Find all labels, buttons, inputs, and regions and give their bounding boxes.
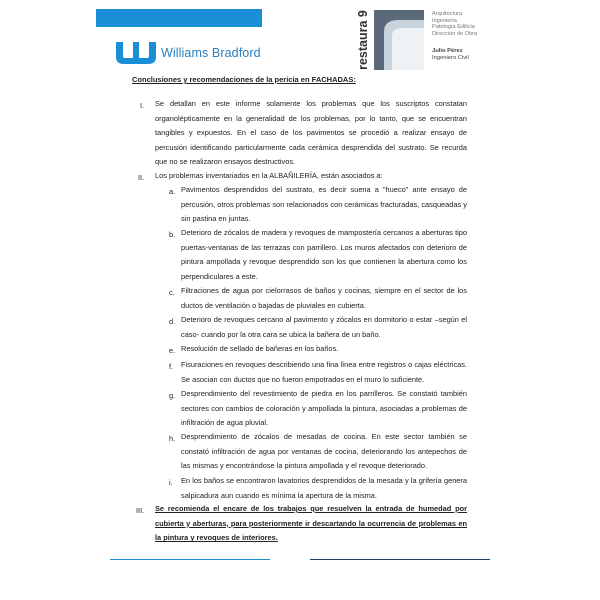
section-paragraph: Se detallan en este informe solamente los problemas que los suscriptos constatan organolépticamente en la generalidad de los problemas, por lo tanto, que se encuentran tangibles y expuestos. En el caso de los pavimentos se procedió a realizar ensayo de percusión identificando particularmente cada cerámica desprendida del sustrato. Se recurda que no se realizaron ensayos destructivos.	[155, 99, 467, 167]
list-item-text: Desprendimiento del revestimiento de piedra en los parrilleros. Se constató también sectores con cambios de coloración y ampollada la pintura, asociadas a problemas de infiltración de agua pluvial.	[181, 389, 467, 428]
list-item-letter: e.	[169, 346, 176, 355]
list-item-text: Fisuraciones en revoques describiendo una fina línea entre registros o cajas eléctricas. Se asocian con ductos que no fueron empotrados en el muro lo suficiente.	[181, 360, 467, 384]
list-item-text: Deterioro de zócalos de madera y revoques de mampostería cercanos a aberturas tipo puertas-ventanas de las terrazas con parrillero. Los muros afectados con deterioro de pintura ampollada y revoque desprendido son los que contienen la abertura como los perpendiculares a este.	[181, 228, 467, 281]
section-numeral: I.	[140, 101, 145, 110]
engineer-title: Ingeniero Civil	[432, 55, 469, 61]
studio-line: Patología Edilicia	[432, 24, 475, 31]
company-name: Williams Bradford	[161, 46, 261, 60]
section-paragraph: Los problemas inventariados en la ALBAÑILERÍA, están asociados a:	[155, 171, 383, 180]
engineer-name: Julio Pérez	[432, 48, 463, 54]
studio-line: Ingeniería	[432, 17, 457, 24]
list-item-letter: g.	[169, 391, 176, 400]
list-item-text: Resolución de sellado de bañeras en los baños.	[181, 344, 339, 353]
document-heading: Conclusiones y recomendaciones de la pericia en FACHADAS:	[132, 75, 356, 84]
restaura9-text: restaura 9	[356, 10, 370, 70]
studio-line: Dirección de Obra	[432, 30, 478, 37]
list-item-text: Filtraciones de agua por cielorrasos de baños y cocinas, siempre en el sector de los ductos de ventilación o bajadas de pluviales en cubierta.	[181, 286, 467, 310]
list-item-text: Desprendimiento de zócalos de mesadas de cocina. En este sector también se constató infiltración de agua por ventanas de cocina, deteriorando los antepechos de las mismas y encontrándose la pintura ampollada y el revoque deteriorado.	[181, 432, 467, 471]
list-item-letter: f.	[169, 362, 174, 371]
list-item-letter: a.	[169, 187, 176, 196]
section-numeral: III.	[136, 506, 145, 515]
studio-line: Arquitectura	[432, 11, 463, 17]
list-item-letter: d.	[169, 317, 176, 326]
list-item-letter: c.	[169, 288, 175, 297]
recommendation-paragraph: Se recomienda el encare de los trabajos que resuelven la entrada de humedad por cubierta y aberturas, para posteriormente ir descartando la ocurrencia de problemas en la pintura y revoques de interiores.	[155, 504, 467, 543]
list-item-letter: i.	[169, 478, 173, 487]
footer-rule-left	[110, 559, 270, 560]
list-item-text: En los baños se encontraron lavatorios desprendidos de la mesada y la grifería genera salpicadura aun cuando es mínima la apertura de la misma.	[181, 476, 467, 500]
section-numeral: II.	[138, 173, 145, 182]
list-item-letter: b.	[169, 230, 176, 239]
list-item-text: Pavimentos desprendidos del sustrato, es decir suena a "hueco" ante ensayo de percusión, otros problemas son relacionados con cerámicas fracturadas, casqueadas y sin pastina en juntas.	[181, 185, 467, 224]
footer-rule-right	[310, 559, 490, 560]
list-item-text: Deterioro de revoques cercano al pavimento y zócalos en dormitorio o estar –según el caso- cuando por la otra cara se ubica la bañera de un baño.	[181, 315, 467, 339]
list-item-letter: h.	[169, 434, 176, 443]
